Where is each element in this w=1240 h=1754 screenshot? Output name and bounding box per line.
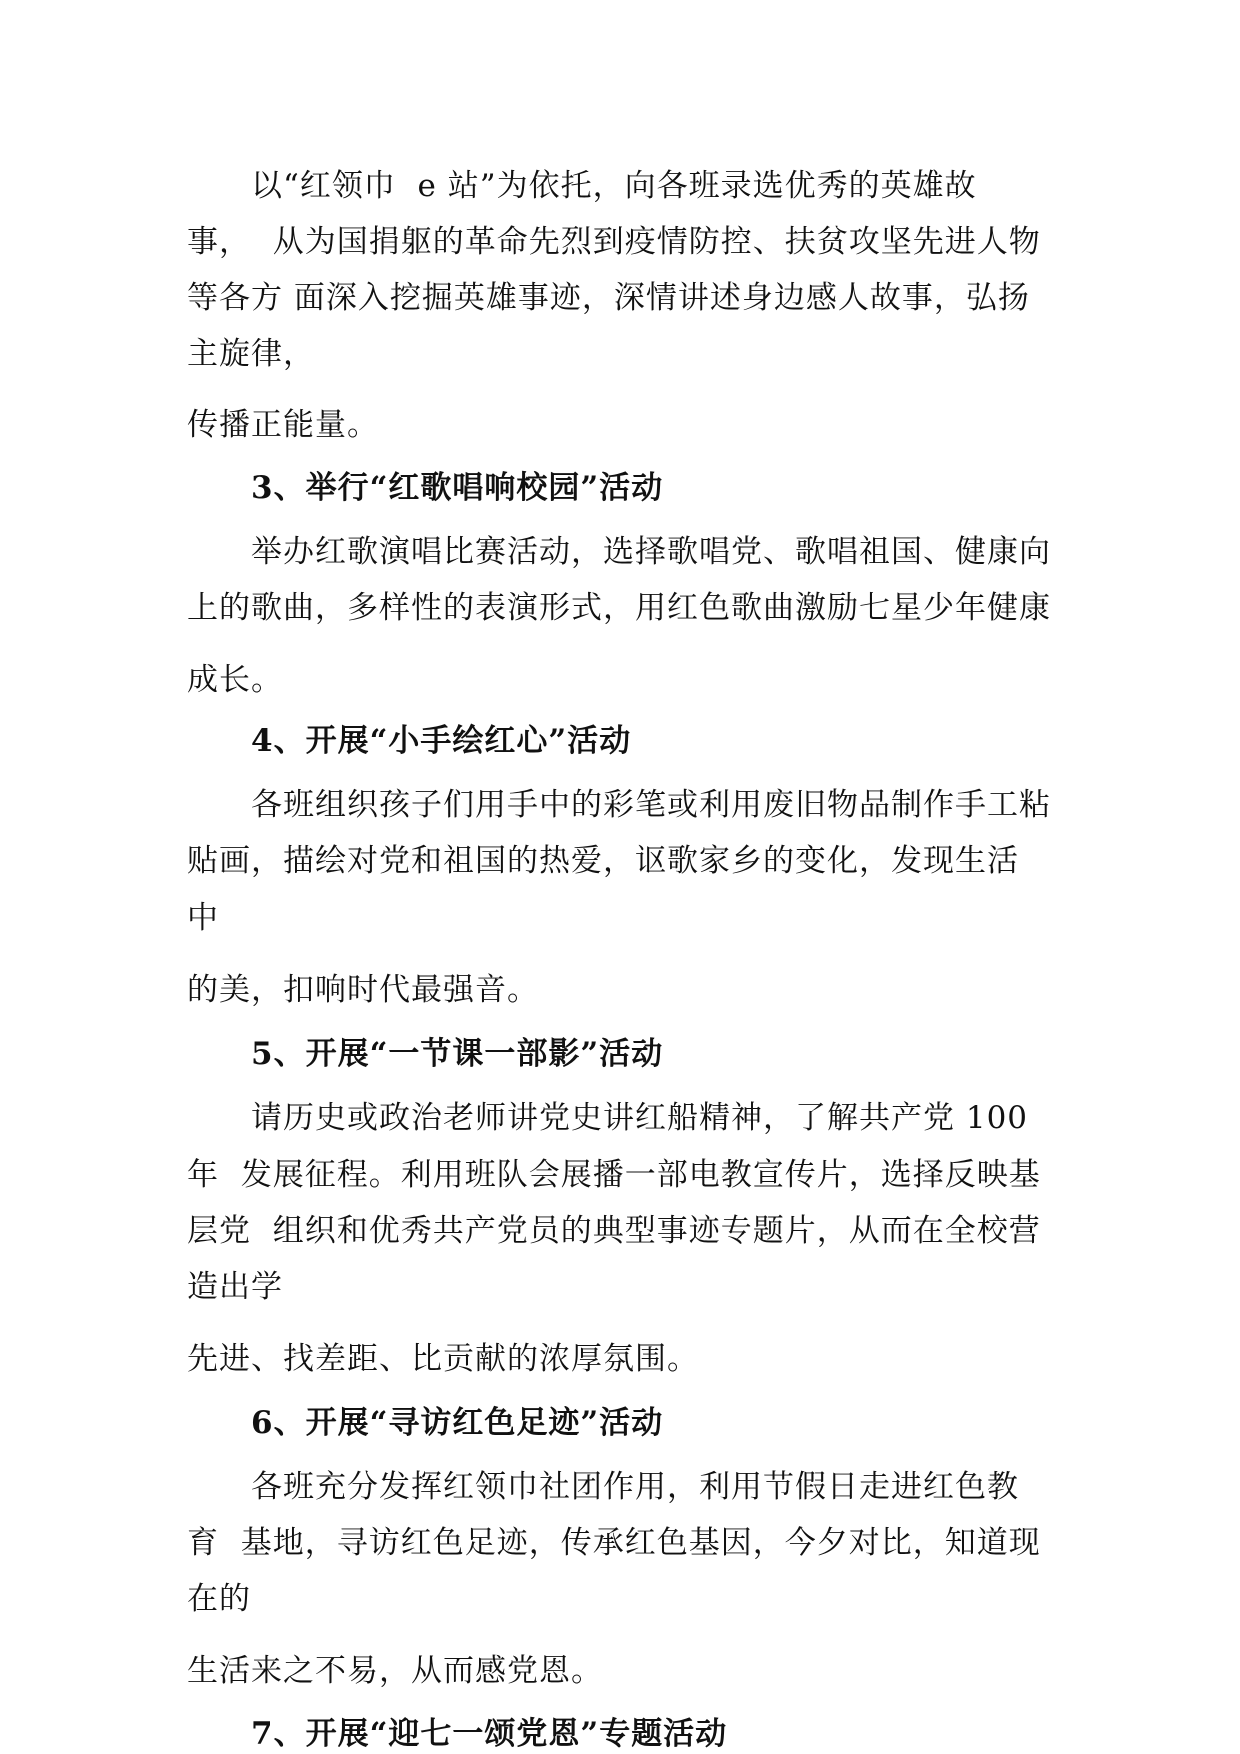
- section-heading: 6、开展“寻访红色足迹”活动: [251, 1405, 664, 1441]
- paragraph-line: 层党 组织和优秀共产党员的典型事迹专题片，从而在全校营: [187, 1213, 1041, 1249]
- paragraph-line: 年 发展征程。利用班队会展播一部电教宣传片，选择反映基: [187, 1157, 1041, 1193]
- paragraph-line: 造出学: [187, 1269, 283, 1305]
- section-heading: 7、开展“迎七一颂党恩”专题活动: [251, 1716, 728, 1752]
- paragraph-line: 贴画，描绘对党和祖国的热爱，讴歌家乡的变化，发现生活: [187, 843, 1019, 879]
- paragraph-line: 的美，扣响时代最强音。: [187, 972, 539, 1008]
- section-heading: 3、举行“红歌唱响校园”活动: [251, 470, 664, 506]
- section-heading: 5、开展“一节课一部影”活动: [251, 1036, 664, 1072]
- paragraph-line: 以“红领巾 e 站”为依托，向各班录选优秀的英雄故: [251, 168, 977, 204]
- paragraph-line: 在的: [187, 1581, 251, 1617]
- paragraph-line: 各班充分发挥红领巾社团作用，利用节假日走进红色教: [251, 1469, 1019, 1505]
- paragraph-line: 主旋律，: [187, 336, 315, 372]
- paragraph-line: 各班组织孩子们用手中的彩笔或利用废旧物品制作手工粘: [251, 787, 1051, 823]
- paragraph-line: 等各方 面深入挖掘英雄事迹，深情讲述身边感人故事，弘扬: [187, 280, 1030, 316]
- section-heading: 4、开展“小手绘红心”活动: [251, 723, 632, 759]
- paragraph-line: 上的歌曲，多样性的表演形式，用红色歌曲激励七星少年健康: [187, 590, 1051, 626]
- paragraph-line: 生活来之不易，从而感党恩。: [187, 1653, 603, 1689]
- paragraph-line: 成长。: [187, 662, 283, 698]
- paragraph-line: 中: [187, 900, 219, 936]
- paragraph-line: 事， 从为国捐躯的革命先烈到疫情防控、扶贫攻坚先进人物: [187, 224, 1041, 260]
- paragraph-line: 传播正能量。: [187, 407, 379, 443]
- paragraph-line: 请历史或政治老师讲党史讲红船精神，了解共产党 100: [251, 1100, 1029, 1136]
- paragraph-line: 先进、找差距、比贡献的浓厚氛围。: [187, 1341, 699, 1377]
- paragraph-line: 举办红歌演唱比赛活动，选择歌唱党、歌唱祖国、健康向: [251, 534, 1051, 570]
- paragraph-line: 育 基地，寻访红色足迹，传承红色基因，今夕对比，知道现: [187, 1525, 1041, 1561]
